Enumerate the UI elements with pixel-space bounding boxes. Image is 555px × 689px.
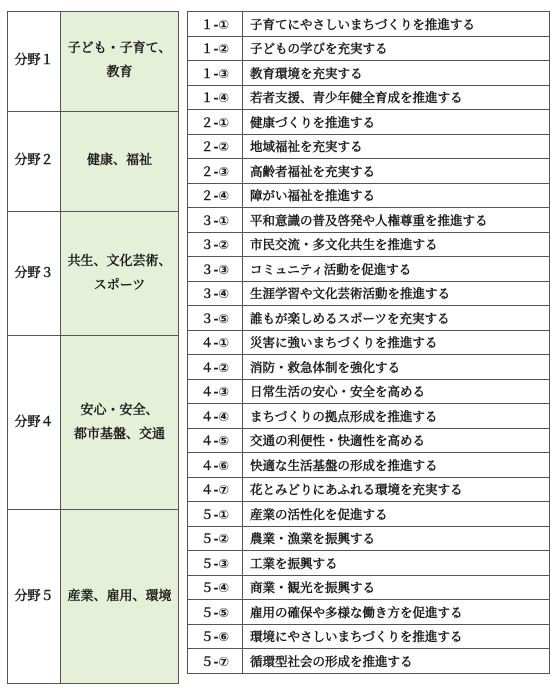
field-name-line: 都市基盤、交通 bbox=[73, 426, 165, 442]
item-text: 消防・救急体制を強化する bbox=[243, 355, 550, 380]
table-row bbox=[188, 159, 550, 184]
item-text: 平和意識の普及啓発や人権尊重を推進する bbox=[243, 208, 550, 233]
item-text: 地域福祉を充実する bbox=[243, 134, 550, 159]
item-code: ５-④ bbox=[188, 575, 243, 600]
field-row bbox=[8, 111, 179, 211]
field-number: 分野３ bbox=[8, 211, 61, 336]
item-text: 循環型社会の形成を推進する bbox=[243, 649, 550, 674]
item-code: ２-① bbox=[188, 110, 243, 135]
table-row bbox=[188, 12, 550, 37]
item-code: ２-④ bbox=[188, 183, 243, 208]
item-code: ３-② bbox=[188, 232, 243, 257]
item-text: 障がい福祉を推進する bbox=[243, 183, 550, 208]
field-row bbox=[8, 510, 179, 684]
table-row bbox=[188, 281, 550, 306]
item-code: ３-⑤ bbox=[188, 306, 243, 331]
field-row bbox=[8, 336, 179, 510]
table-row bbox=[188, 551, 550, 576]
field-name-line: 教育 bbox=[106, 65, 133, 81]
table-row bbox=[188, 208, 550, 233]
table-row bbox=[188, 600, 550, 625]
item-code: ５-⑦ bbox=[188, 649, 243, 674]
item-code: １-④ bbox=[188, 85, 243, 110]
field-row bbox=[8, 12, 179, 112]
item-code: ４-⑥ bbox=[188, 453, 243, 478]
table-row bbox=[188, 453, 550, 478]
table-row bbox=[188, 575, 550, 600]
item-text: 環境にやさしいまちづくりを推進する bbox=[243, 624, 550, 649]
item-text: 市民交流・多文化共生を推進する bbox=[243, 232, 550, 257]
item-code: ４-② bbox=[188, 355, 243, 380]
item-text: 若者支援、青少年健全育成を推進する bbox=[243, 85, 550, 110]
item-text: 農業・漁業を振興する bbox=[243, 526, 550, 551]
item-code: １-③ bbox=[188, 61, 243, 86]
field-name-line: 安心・安全、 bbox=[80, 402, 159, 418]
field-name-line: 共生、文化芸術、 bbox=[67, 253, 172, 269]
field-name-line: 子ども・子育て、 bbox=[67, 41, 172, 57]
item-text: 商業・観光を振興する bbox=[243, 575, 550, 600]
table-row bbox=[188, 624, 550, 649]
table-row bbox=[188, 232, 550, 257]
table-row bbox=[188, 477, 550, 502]
table-row bbox=[188, 36, 550, 61]
item-code: ５-⑥ bbox=[188, 624, 243, 649]
policy-item-table bbox=[187, 11, 550, 674]
field-name bbox=[61, 111, 179, 211]
item-text: 快適な生活基盤の形成を推進する bbox=[243, 453, 550, 478]
table-row bbox=[188, 502, 550, 527]
table-row bbox=[188, 355, 550, 380]
table-row bbox=[188, 404, 550, 429]
item-text: 日常生活の安心・安全を高める bbox=[243, 379, 550, 404]
item-code: ４-⑤ bbox=[188, 428, 243, 453]
item-text: 誰もが楽しめるスポーツを充実する bbox=[243, 306, 550, 331]
item-text: 花とみどりにあふれる環境を充実する bbox=[243, 477, 550, 502]
item-text: 雇用の確保や多様な働き方を促進する bbox=[243, 600, 550, 625]
field-name bbox=[61, 336, 179, 510]
field-name bbox=[61, 211, 179, 336]
item-code: ５-② bbox=[188, 526, 243, 551]
field-name-line: 産業、雇用、環境 bbox=[67, 588, 172, 604]
field-number: 分野５ bbox=[8, 510, 61, 684]
table-row bbox=[188, 85, 550, 110]
table-row bbox=[188, 526, 550, 551]
field-name-line: 健康、福祉 bbox=[86, 153, 152, 169]
item-code: ３-① bbox=[188, 208, 243, 233]
item-text: 教育環境を充実する bbox=[243, 61, 550, 86]
table-row bbox=[188, 379, 550, 404]
item-text: 高齢者福祉を充実する bbox=[243, 159, 550, 184]
item-text: まちづくりの拠点形成を推進する bbox=[243, 404, 550, 429]
field-name bbox=[61, 12, 179, 112]
item-code: ４-④ bbox=[188, 404, 243, 429]
table-row bbox=[188, 183, 550, 208]
field-number: 分野２ bbox=[8, 111, 61, 211]
item-text: 工業を振興する bbox=[243, 551, 550, 576]
table-row bbox=[188, 428, 550, 453]
item-code: ５-① bbox=[188, 502, 243, 527]
item-code: ４-③ bbox=[188, 379, 243, 404]
field-row bbox=[8, 211, 179, 336]
item-text: 交通の利便性・快適性を高める bbox=[243, 428, 550, 453]
table-row bbox=[188, 306, 550, 331]
item-text: コミュニティ活動を促進する bbox=[243, 257, 550, 282]
item-code: ４-① bbox=[188, 330, 243, 355]
field-category-table bbox=[7, 11, 179, 684]
item-code: ５-⑤ bbox=[188, 600, 243, 625]
table-row bbox=[188, 649, 550, 674]
item-text: 子どもの学びを充実する bbox=[243, 36, 550, 61]
item-text: 産業の活性化を促進する bbox=[243, 502, 550, 527]
field-number: 分野４ bbox=[8, 336, 61, 510]
item-text: 子育てにやさしいまちづくりを推進する bbox=[243, 12, 550, 37]
table-row bbox=[188, 330, 550, 355]
item-code: ３-④ bbox=[188, 281, 243, 306]
item-code: ２-② bbox=[188, 134, 243, 159]
item-code: ３-③ bbox=[188, 257, 243, 282]
field-name-line: スポーツ bbox=[93, 277, 146, 293]
item-text: 健康づくりを推進する bbox=[243, 110, 550, 135]
field-name bbox=[61, 510, 179, 684]
item-text: 災害に強いまちづくりを推進する bbox=[243, 330, 550, 355]
table-row bbox=[188, 110, 550, 135]
item-code: ４-⑦ bbox=[188, 477, 243, 502]
item-code: １-② bbox=[188, 36, 243, 61]
item-code: ２-③ bbox=[188, 159, 243, 184]
table-row bbox=[188, 134, 550, 159]
item-text: 生涯学習や文化芸術活動を推進する bbox=[243, 281, 550, 306]
table-row bbox=[188, 257, 550, 282]
item-code: ５-③ bbox=[188, 551, 243, 576]
field-number: 分野１ bbox=[8, 12, 61, 112]
item-code: １-① bbox=[188, 12, 243, 37]
table-row bbox=[188, 61, 550, 86]
